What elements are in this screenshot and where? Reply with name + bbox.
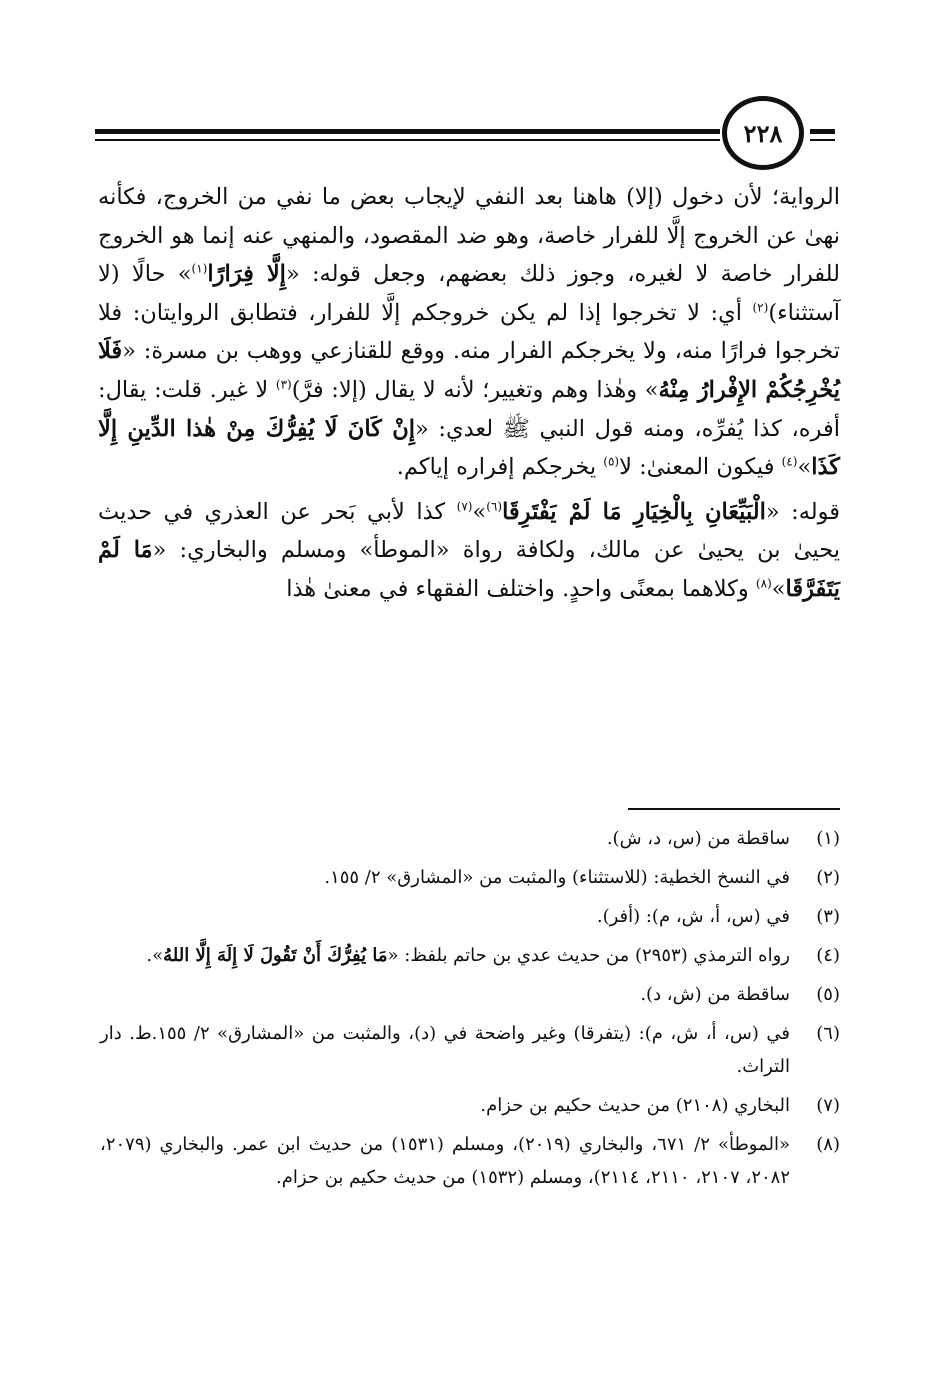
text-segment: ».	[146, 945, 164, 966]
footnote	[100, 939, 840, 972]
footnote	[100, 822, 840, 855]
footnote-number: (٢)	[816, 867, 840, 888]
text-segment: ساقطة من (ش، د).	[640, 984, 790, 1005]
footnote-number: (٣)	[816, 906, 840, 927]
footnote-ref: (٤)	[781, 454, 798, 469]
text-segment: لا غير. قلت: يقال: أفره، كذا يُفرِّه، ومنه قول النبي ﷺ لعدي: «	[98, 376, 840, 442]
text-segment: الرواية؛ لأن دخول (إلا) هاهنا بعد النفي لإيجاب بعض ما نفي من الخروج، فكأنه نهىٰ عن الخروج إلَّا للفرار خاصة، وهو ضد المقصود، والمنهي عنه إنما هو الخروج للفرار خاصة لا لغيره، وجوز ذلك بعضهم، وجعل قوله: «	[98, 184, 840, 288]
text-segment: في النسخ الخطية: (للاستثناء) والمثبت من «المشارق» ٢/ ١٥٥.	[324, 867, 790, 888]
text-segment: ساقطة من (س، د، ش).	[606, 828, 790, 849]
footnote	[100, 1089, 840, 1122]
page-header	[95, 96, 835, 174]
header-rule-right-thick	[810, 129, 835, 134]
text-segment: قوله: «	[765, 498, 840, 525]
footnote	[100, 1017, 840, 1083]
paragraph	[98, 493, 840, 609]
main-text	[98, 178, 840, 609]
footnote-text	[100, 978, 790, 1011]
footnote-text	[100, 1128, 790, 1194]
text-segment: في (س، أ، ش، م): (يتفرقا) وغير واضحة في (د)، والمثبت من «المشارق» ٢/ ١٥٥.ط. دار التراث.	[100, 1023, 790, 1077]
footnote-number: (٤)	[816, 945, 840, 966]
text-segment: يخرجكم إفراره إياكم.	[396, 454, 604, 481]
quoted-hadith-text: فَلَا يُخْرِجُكُمْ الإِفْرارُ مِنْهُ	[98, 338, 840, 403]
text-segment: » وهٰذا وهم وتغيير؛ لأنه لا يقال (إلا: فرَّ)	[291, 376, 659, 403]
paragraph	[98, 178, 840, 487]
header-rule-thick	[95, 129, 720, 134]
text-segment: كذا لأبي بَحر عن العذري في حديث يحيىٰ بن يحيىٰ عن مالك، ولكافة رواة «الموطأ» ومسلم والبخاري: «	[98, 498, 840, 564]
quoted-hadith-text: إِلَّا فِرَارًا	[207, 261, 286, 288]
text-segment: في (س، أ، ش، م): (أفر).	[596, 906, 790, 927]
text-segment: رواه الترمذي (٢٩٥٣) من حديث عدي بن حاتم بلفظ: «	[387, 945, 790, 966]
footnote-text	[100, 1089, 790, 1122]
footnote-ref: (٨)	[755, 576, 772, 591]
footnote-ref: (١)	[191, 261, 208, 276]
footnote-text	[100, 1017, 790, 1083]
footnote	[100, 978, 840, 1011]
footnote	[100, 861, 840, 894]
footnote-separator	[628, 808, 840, 810]
footnote	[100, 900, 840, 933]
footnote-text	[100, 861, 790, 894]
text-segment: » حالًا (لا آستثناء)	[98, 261, 840, 326]
footnote-ref: (٥)	[603, 454, 620, 469]
footnotes	[100, 822, 840, 1200]
quoted-hadith-text: إِنْ كَانَ لَا يُفِرُّكَ مِنْ هٰذا الدِّينِ إِلَّا كَذَا	[98, 415, 840, 481]
header-rule-right-thin	[810, 139, 835, 141]
footnote-text	[100, 900, 790, 933]
footnote-ref: (٢)	[752, 300, 769, 315]
quoted-hadith-text: مَا لَمْ يَتَفَرَّقَا	[98, 537, 840, 602]
footnote-text	[100, 822, 790, 855]
footnote-number: (٥)	[816, 984, 840, 1005]
footnote-ref: (٣)	[275, 377, 292, 392]
quoted-hadith-text: الْبَيِّعَانِ بِالْخِيَارِ مَا لَمْ يَفْتَرِقَا	[502, 498, 766, 525]
footnote-number: (٧)	[816, 1095, 840, 1116]
page-number: ٢٢٨	[722, 96, 804, 170]
text-segment: »	[472, 498, 487, 525]
footnote-ref: (٦)	[486, 499, 503, 514]
footnote	[100, 1128, 840, 1194]
footnote-text	[100, 939, 790, 972]
text-segment: فيكون المعنىٰ: لا	[619, 454, 782, 481]
header-rule-thin	[95, 139, 720, 141]
text-segment: وكلاهما بمعنًى واحدٍ. واختلف الفقهاء في معنىٰ هٰذا	[286, 575, 756, 602]
text-segment: أي: لا تخرجوا إذا لم يكن خروجكم إلَّا للفرار، فتطابق الروايتان: فلا تخرجوا فرارًا منه، ولا يخرجكم الفرار منه. ووقع للقنازعي ووهب بن مسرة: «	[98, 299, 840, 365]
text-segment: »	[797, 454, 812, 481]
footnote-ref: (٧)	[456, 499, 473, 514]
footnote-number: (١)	[816, 828, 840, 849]
footnote-number: (٦)	[816, 1023, 840, 1044]
quoted-hadith-text: مَا يُفِرُّكَ أَنْ تَقُولَ لَا إِلَهَ إِلَّا اللهُ	[163, 945, 388, 966]
text-segment: »	[771, 575, 786, 602]
text-segment: «الموطأ» ٢/ ٦٧١، والبخاري (٢٠١٩)، ومسلم (١٥٣١) من حديث ابن عمر. والبخاري (٢٠٧٩، ٢٠٨٢، ٢١٠٧، ٢١١٠، ٢١١٤)، ومسلم (١٥٣٢) من حديث حكيم بن حزام.	[100, 1134, 790, 1188]
footnote-number: (٨)	[816, 1134, 840, 1155]
text-segment: البخاري (٢١٠٨) من حديث حكيم بن حزام.	[480, 1095, 790, 1116]
